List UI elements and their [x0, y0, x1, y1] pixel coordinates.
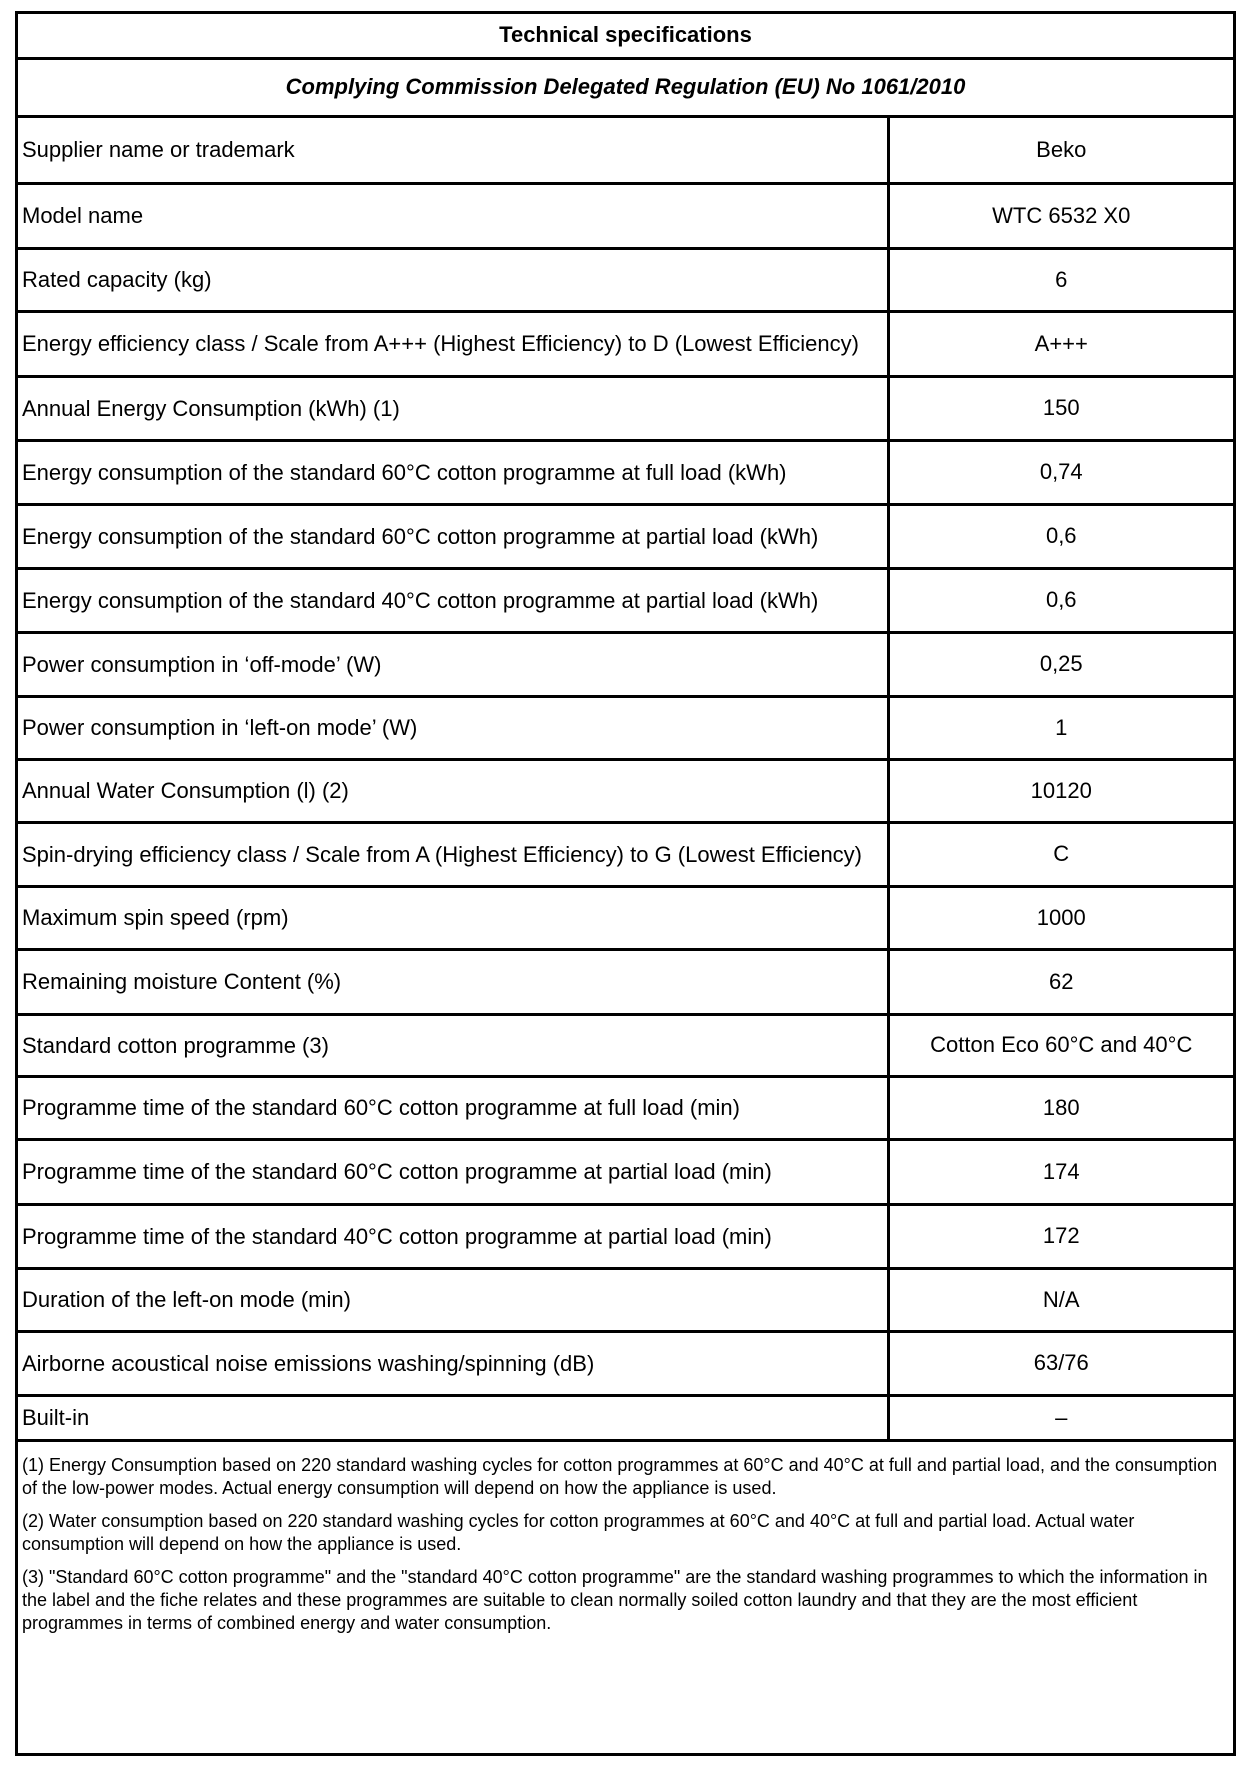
spec-row — [18, 504, 1233, 568]
footnote: (3) "Standard 60°C cotton programme" and the "standard 40°C cotton programme" are the standard washing programmes to which the information in the label and the fiche relates and these programmes are suitable to clean normally soiled cotton laundry and that they are the most efficient programmes in terms of combined energy and water consumption. — [22, 1566, 1208, 1633]
spec-row — [18, 696, 1233, 759]
spec-value: Cotton Eco 60°C and 40°C — [888, 1014, 1233, 1076]
spec-label: Energy efficiency class / Scale from A+++ (Highest Efficiency) to D (Lowest Efficiency) — [18, 311, 888, 376]
spec-label: Annual Energy Consumption (kWh) (1) — [18, 376, 888, 440]
spec-label: Standard cotton programme (3) — [18, 1014, 888, 1076]
regulation-subtitle: Complying Commission Delegated Regulation (EU) No 1061/2010 — [18, 58, 1233, 116]
spec-row — [18, 376, 1233, 440]
spec-label: Power consumption in ‘off-mode’ (W) — [18, 632, 888, 696]
spec-label: Programme time of the standard 60°C cotton programme at partial load (min) — [18, 1139, 888, 1204]
spec-row — [18, 822, 1233, 886]
spec-label: Programme time of the standard 60°C cotton programme at full load (min) — [18, 1076, 888, 1139]
spec-value: 172 — [888, 1204, 1233, 1268]
spec-value: 10120 — [888, 759, 1233, 822]
subtitle-row — [18, 58, 1233, 116]
spec-row — [18, 1014, 1233, 1076]
spec-label: Built-in — [18, 1395, 888, 1440]
spec-label: Supplier name or trademark — [18, 116, 888, 183]
spec-row — [18, 248, 1233, 311]
spec-label: Programme time of the standard 40°C cotton programme at partial load (min) — [18, 1204, 888, 1268]
spec-value: A+++ — [888, 311, 1233, 376]
spec-row — [18, 1076, 1233, 1139]
spec-value: 0,25 — [888, 632, 1233, 696]
spec-label: Rated capacity (kg) — [18, 248, 888, 311]
spec-row — [18, 183, 1233, 248]
spec-row — [18, 759, 1233, 822]
spec-label: Power consumption in ‘left-on mode’ (W) — [18, 696, 888, 759]
title-row — [18, 14, 1233, 58]
spec-value: 63/76 — [888, 1331, 1233, 1395]
spec-row — [18, 568, 1233, 632]
sheet-title: Technical specifications — [18, 14, 1233, 58]
spec-row — [18, 632, 1233, 696]
spec-row — [18, 440, 1233, 504]
spec-value: 0,6 — [888, 568, 1233, 632]
spec-value: WTC 6532 X0 — [888, 183, 1233, 248]
spec-label: Spin-drying efficiency class / Scale from A (Highest Efficiency) to G (Lowest Efficiency) — [18, 822, 888, 886]
spec-row — [18, 949, 1233, 1014]
spec-row — [18, 1331, 1233, 1395]
spec-label: Annual Water Consumption (l) (2) — [18, 759, 888, 822]
spec-value: 180 — [888, 1076, 1233, 1139]
spec-value: 174 — [888, 1139, 1233, 1204]
spec-row — [18, 1395, 1233, 1440]
spec-table — [18, 14, 1233, 1442]
spec-row — [18, 1139, 1233, 1204]
spec-value: C — [888, 822, 1233, 886]
footnotes — [18, 1442, 1233, 1635]
spec-value: Beko — [888, 116, 1233, 183]
spec-sheet — [15, 11, 1236, 1756]
spec-row — [18, 116, 1233, 183]
spec-value: 6 — [888, 248, 1233, 311]
spec-row — [18, 1268, 1233, 1331]
footnote: (1) Energy Consumption based on 220 standard washing cycles for cotton programmes at 60°C and 40°C at full and partial load, and the consumption of the low-power modes. Actual energy consumption will depend on how the appliance is used. — [22, 1454, 1218, 1498]
spec-label: Energy consumption of the standard 60°C cotton programme at partial load (kWh) — [18, 504, 888, 568]
spec-value: 150 — [888, 376, 1233, 440]
spec-label: Remaining moisture Content (%) — [18, 949, 888, 1014]
spec-label: Energy consumption of the standard 40°C cotton programme at partial load (kWh) — [18, 568, 888, 632]
footnote: (2) Water consumption based on 220 standard washing cycles for cotton programmes at 60°C and 40°C at full and partial load. Actual water consumption will depend on how the appliance is used. — [22, 1510, 1135, 1554]
spec-row — [18, 886, 1233, 949]
spec-label: Energy consumption of the standard 60°C cotton programme at full load (kWh) — [18, 440, 888, 504]
spec-label: Model name — [18, 183, 888, 248]
spec-value: 1 — [888, 696, 1233, 759]
spec-label: Duration of the left-on mode (min) — [18, 1268, 888, 1331]
spec-value: – — [888, 1395, 1233, 1440]
spec-row — [18, 311, 1233, 376]
spec-value: 62 — [888, 949, 1233, 1014]
spec-label: Maximum spin speed (rpm) — [18, 886, 888, 949]
spec-label: Airborne acoustical noise emissions washing/spinning (dB) — [18, 1331, 888, 1395]
spec-value: 0,6 — [888, 504, 1233, 568]
spec-row — [18, 1204, 1233, 1268]
spec-value: 0,74 — [888, 440, 1233, 504]
spec-value: 1000 — [888, 886, 1233, 949]
spec-value: N/A — [888, 1268, 1233, 1331]
